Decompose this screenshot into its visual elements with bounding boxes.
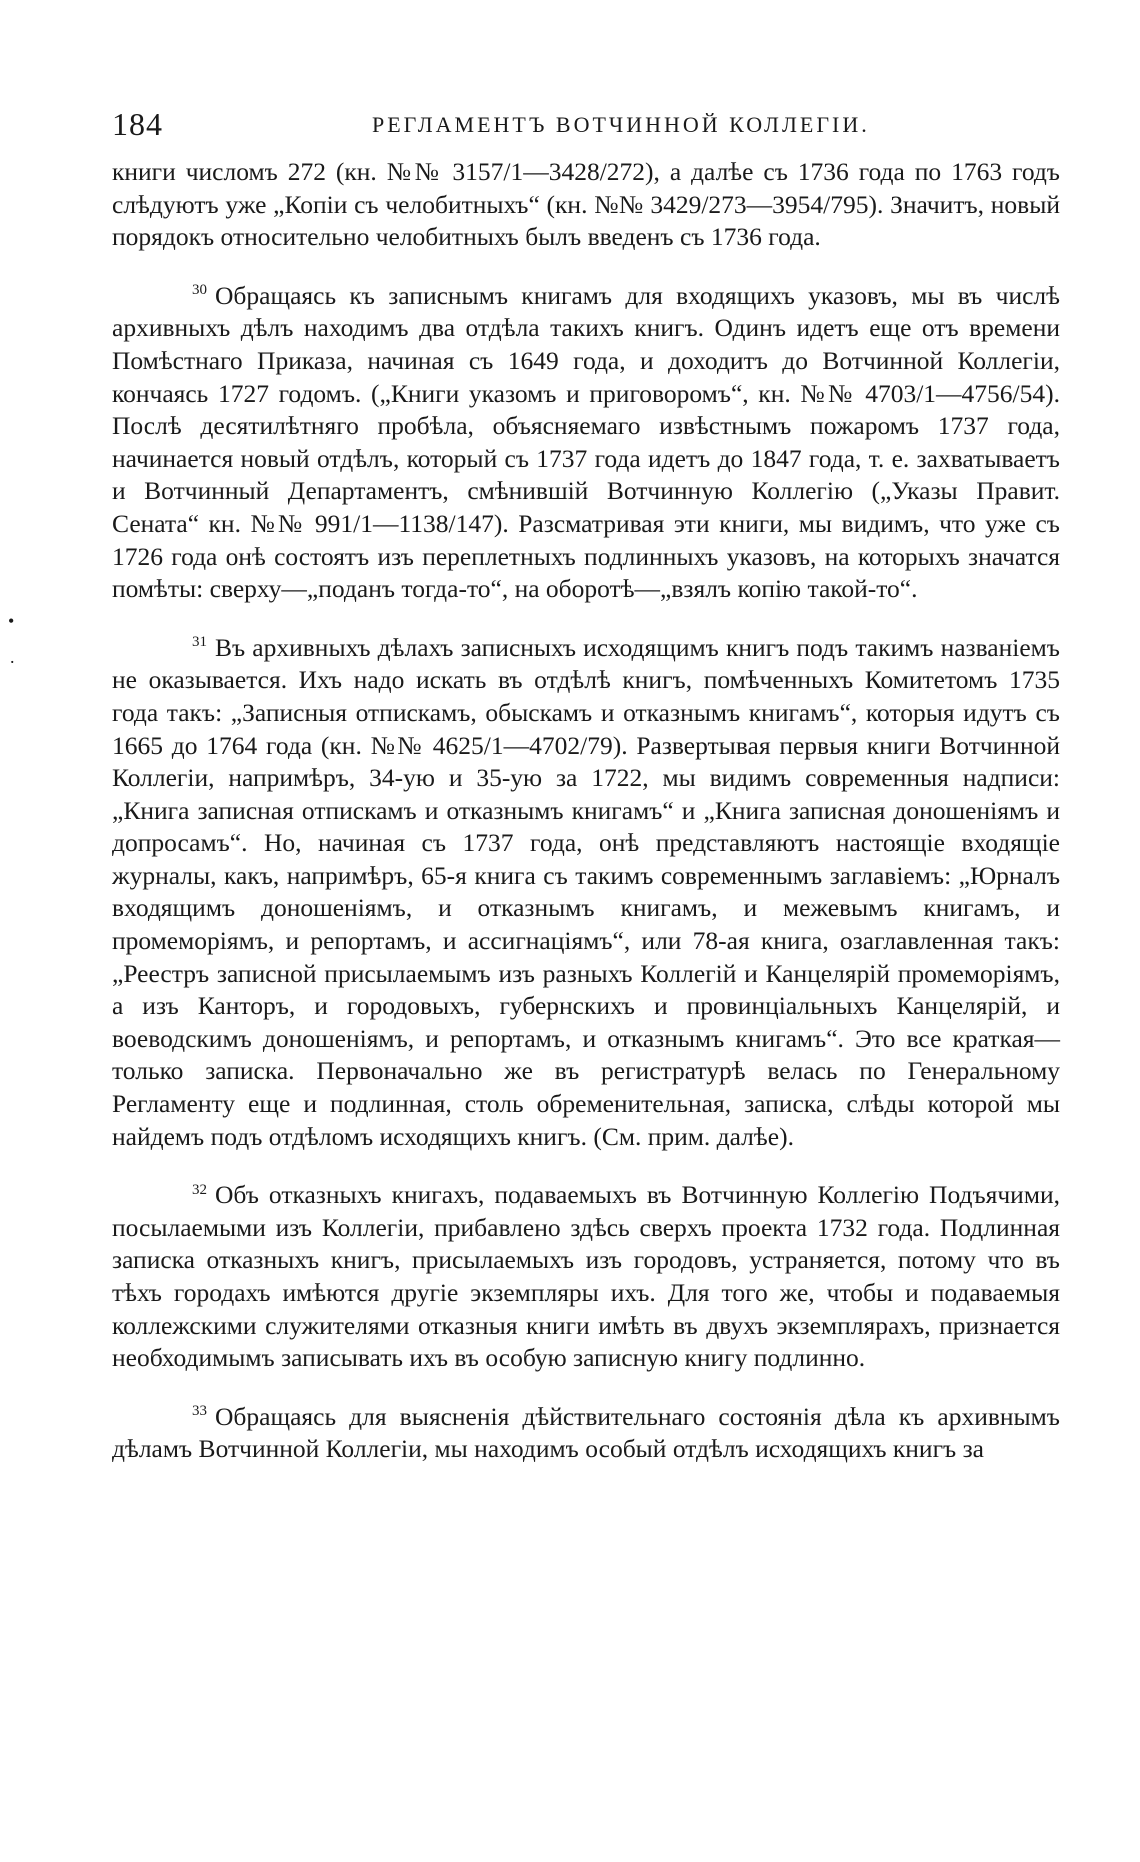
note-30 [112, 280, 1060, 606]
note-31 [112, 632, 1060, 1154]
margin-mark: . [10, 647, 15, 667]
document-page [112, 86, 1060, 1466]
body-text [112, 156, 1060, 1466]
page-number: 184 [112, 106, 163, 142]
note-ref: 30 [192, 282, 207, 299]
paragraph-text: книги числомъ 272 (кн. №№ 3157/1—3428/272), а далѣе съ 1736 года по 1763 годъ слѣдуютъ уже „Копіи съ челобитныхъ“ (кн. №№ 3429/273—3954/795). Значитъ, новый порядокъ относительно челобитныхъ былъ введенъ съ 1736 года. [112, 157, 1060, 252]
paragraph-text: Объ отказныхъ книгахъ, подаваемыхъ въ Вотчинную Коллегію Подъячими, посылаемыми изъ Коллегіи, прибавлено здѣсь сверхъ проекта 1732 года. Подлинная записка отказныхъ книгъ, присылаемыхъ изъ городовъ, устраняется, потому что въ тѣхъ городахъ имѣются другіе экземпляры ихъ. Для того же, чтобы и подаваемыя коллежскими служителями отказныя книги имѣть въ двухъ экземплярахъ, признается необходимымъ записывать ихъ въ особую записную книгу подлинно. [112, 1180, 1060, 1373]
paragraph-text: Обращаясь къ записнымъ книгамъ для входящихъ указовъ, мы въ числѣ архивныхъ дѣлъ находимъ два отдѣла такихъ книгъ. Одинъ идетъ еще отъ времени Помѣстнаго Приказа, начиная съ 1649 года, и доходитъ до Вотчинной Коллегіи, кончаясь 1727 годомъ. („Книги указомъ и приговоромъ“, кн. №№ 4703/1—4756/54). Послѣ десятилѣтняго пробѣла, объясняемаго извѣстнымъ пожаромъ 1737 года, начинается новый отдѣлъ, который съ 1737 года идетъ до 1847 года, т. е. захватываетъ и Вотчинный Департаментъ, смѣнившій Вотчинную Коллегію („Указы Правит. Сената“ кн. №№ 991/1—1138/147). Разсматривая эти книги, мы видимъ, что уже съ 1726 года онѣ состоятъ изъ переплетныхъ подлинныхъ указовъ, на которыхъ значатся помѣты: сверху—„поданъ тогда-то“, на оборотѣ—„взялъ копію такой-то“. [112, 280, 1060, 604]
note-33 [112, 1401, 1060, 1466]
note-ref: 31 [192, 634, 207, 651]
note-32 [112, 1179, 1060, 1375]
margin-mark: • [8, 611, 15, 631]
note-ref: 32 [192, 1181, 207, 1198]
paragraph-continuation [112, 156, 1060, 254]
paragraph-text: Обращаясь для выясненія дѣйствительнаго состоянія дѣла къ архивнымъ дѣламъ Вотчинной Коллегіи, мы находимъ особый отдѣлъ исходящихъ книгъ за [112, 1401, 1060, 1464]
page-header [112, 86, 1060, 142]
running-title: РЕГЛАМЕНТЪ ВОТЧИННОЙ КОЛЛЕГІИ. [372, 112, 870, 137]
note-ref: 33 [192, 1403, 207, 1420]
paragraph-text: Въ архивныхъ дѣлахъ записныхъ исходящимъ книгъ подъ такимъ названіемъ не оказывается. Ихъ надо искать въ отдѣлѣ книгъ, помѣченныхъ Комитетомъ 1735 года такъ: „Записныя отпискамъ, обыскамъ и отказнымъ книгамъ“, которыя идутъ съ 1665 до 1764 года (кн. №№ 4625/1—4702/79). Развертывая первыя книги Вотчинной Коллегіи, напримѣръ, 34-ую и 35-ую за 1722, мы видимъ современныя надписи: „Книга записная отпискамъ и отказнымъ книгамъ“ и „Книга записная доношеніямъ и допросамъ“. Но, начиная съ 1737 года, онѣ представляютъ настоящіе входящіе журналы, какъ, напримѣръ, 65-я книга съ такимъ современнымъ заглавіемъ: „Юрналъ входящимъ доношеніямъ, и отказнымъ книгамъ, и межевымъ книгамъ, и промеморіямъ, и репортамъ, и ассигнаціямъ“, или 78-ая книга, озаглавленная такъ: „Реестръ записной присылаемымъ изъ разныхъ Коллегій и Канцелярій промеморіямъ, а изъ Канторъ, и городовыхъ, губернскихъ и провинціальныхъ Канцелярій, и воеводскимъ доношеніямъ, и репортамъ, и отказнымъ книгамъ“. Это все краткая—только записка. Первоначально же въ регистратурѣ велась по Генеральному Регламенту еще и подлинная, столь обременительная, записка, слѣды которой мы найдемъ подъ отдѣломъ исходящихъ книгъ. (См. прим. далѣе). [112, 632, 1060, 1151]
